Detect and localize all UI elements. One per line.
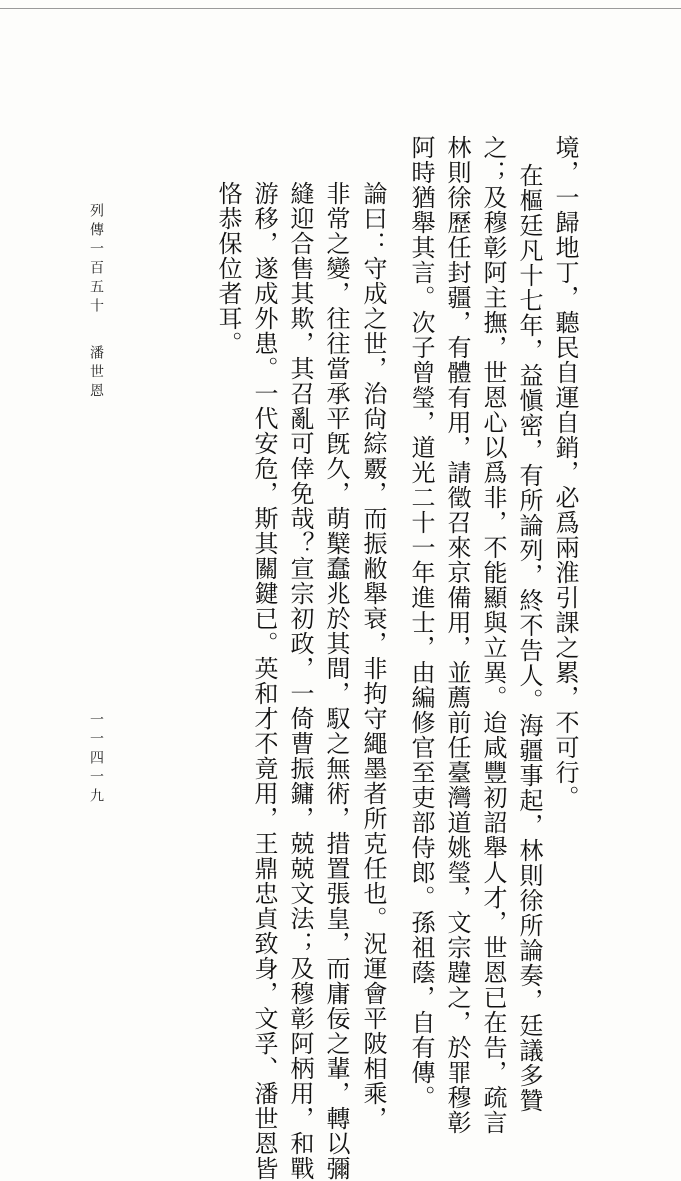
text-column-9: 游移，遂成外患。一代安危，斯其關鍵已。英和才不竟用，王鼎忠貞致身，文孚、潘世恩皆 [250,181,278,1181]
text-column-2: 在樞廷凡十七年，益愼密，有所論列，終不告人。海疆事起，林則徐所論奏，廷議多贊 [515,163,543,1113]
page-top-border [0,8,681,9]
volume-label: 列傳一百五十 [88,203,104,317]
subject-name: 潘世恩 [88,345,104,402]
text-column-8: 縫迎合售其欺，其召亂可倖免哉？宣宗初政，一倚曹振鏞，兢兢文法；及穆彰阿柄用，和戰 [286,181,314,1181]
text-column-3: 之；及穆彰阿主撫，世恩心以爲非，不能顯與立異。迨咸豐初詔舉人才，世恩已在告，疏言 [479,135,507,1135]
text-column-4: 林則徐歷任封疆，有體有用，請徵召來京備用，並薦前任臺灣道姚瑩，文宗韙之，於罪穆彰 [443,135,471,1135]
page-number: 一一四一九 [88,712,104,807]
text-column-6: 論曰：守成之世，治尙綜覈，而振敝舉衰，非拘守繩墨者所克任也。況運會平陂相乘， [359,181,387,1131]
text-column-7: 非常之變，往往當承平旣久，萌櫱蠢兆於其間，馭之無術，措置張皇，而庸佞之輩，轉以彌 [322,181,350,1181]
text-column-10: 恪恭保位者耳。 [214,181,242,356]
text-column-5: 阿時猶舉其言。次子曾瑩，道光二十一年進士，由編修官至吏部侍郎。孫祖蔭，自有傳。 [407,135,435,1110]
text-column-1: 境，一歸地丁，聽民自運自銷，必爲兩淮引課之累，不可行。 [551,135,579,810]
